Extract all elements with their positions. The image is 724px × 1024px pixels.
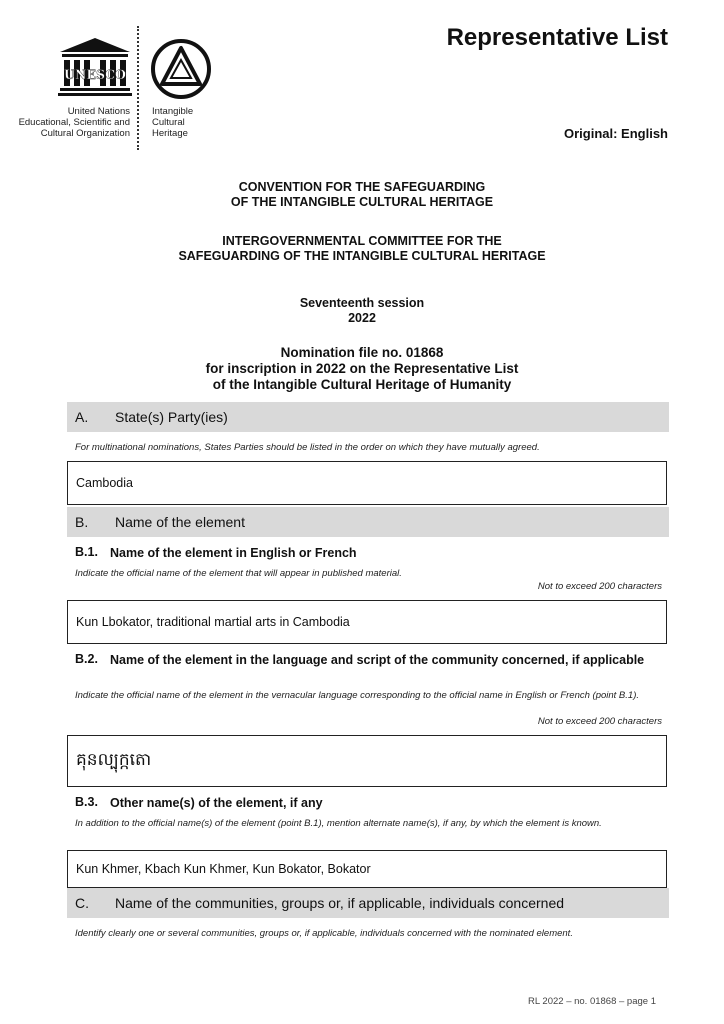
page-footer: RL 2022 – no. 01868 – page 1 (527, 996, 656, 1007)
section-b-header (67, 507, 669, 537)
b1-heading: B.1. Name of the element in English or French (75, 545, 357, 560)
ich-name: Intangible Cultural Heritage (152, 106, 194, 139)
section-a-letter: A. (75, 409, 89, 425)
convention-title: CONVENTION FOR THE SAFEGUARDING OF THE INTANGIBLE CULTURAL HERITAGE (230, 180, 494, 209)
other-names-field[interactable] (67, 850, 667, 888)
element-name-value: Kun Lbokator, traditional martial arts in Cambodia (76, 615, 350, 629)
document-type-title: Representative List (446, 24, 668, 51)
session-title: Seventeenth session 2022 (299, 296, 425, 325)
section-a-title: State(s) Party(ies) (115, 409, 228, 425)
unesco-logo-block (10, 22, 220, 150)
b1-limit: Not to exceed 200 characters (537, 581, 662, 592)
committee-title: INTERGOVERNMENTAL COMMITTEE FOR THE SAFEGUARDING OF THE INTANGIBLE CULTURAL HERITAGE (178, 234, 546, 263)
unesco-temple-logo (58, 36, 132, 98)
vernacular-name-value: គុនល្បុក្កតោ (76, 749, 152, 769)
intangible-heritage-icon (148, 38, 214, 100)
vernacular-name-field[interactable] (67, 735, 667, 787)
element-name-field[interactable] (67, 600, 667, 644)
b1-note: Indicate the official name of the element that will appear in published material. (75, 568, 402, 579)
section-b-title: Name of the element (115, 514, 245, 530)
states-parties-value: Cambodia (76, 476, 133, 490)
unesco-logo-text: UNESCO (64, 68, 126, 83)
b3-note: In addition to the official name(s) of the element (point B.1), mention alternate name(s), if any, by which the element is known. (75, 818, 602, 829)
other-names-value: Kun Khmer, Kbach Kun Khmer, Kun Bokator, Bokator (76, 862, 371, 876)
section-c-note: Identify clearly one or several communities, groups or, if applicable, individuals concerned with the nominated element. (75, 928, 573, 939)
org-name: United Nations Educational, Scientific and Cultural Organization (18, 106, 130, 139)
section-c-letter: C. (75, 895, 89, 911)
logo-separator (137, 26, 139, 150)
b2-limit: Not to exceed 200 characters (537, 716, 662, 727)
b3-heading: B.3. Other name(s) of the element, if any (75, 795, 323, 810)
states-parties-field[interactable] (67, 461, 667, 505)
nomination-title: Nomination file no. 01868 for inscription in 2022 on the Representative List of the Intangible Cultural Heritage of Humanity (205, 345, 519, 392)
section-b-letter: B. (75, 514, 89, 530)
b2-note: Indicate the official name of the element in the vernacular language corresponding to the official name in English or French (point B.1). (75, 690, 639, 701)
section-c-header (67, 888, 669, 918)
section-c-title: Name of the communities, groups or, if applicable, individuals concerned (115, 895, 565, 911)
b2-heading: B.2. Name of the element in the language and script of the community concerned, if applicable (75, 652, 645, 667)
section-a-header (67, 402, 669, 432)
original-language: Original: English (563, 126, 668, 141)
section-a-note: For multinational nominations, States Parties should be listed in the order on which they have mutually agreed. (75, 442, 540, 453)
